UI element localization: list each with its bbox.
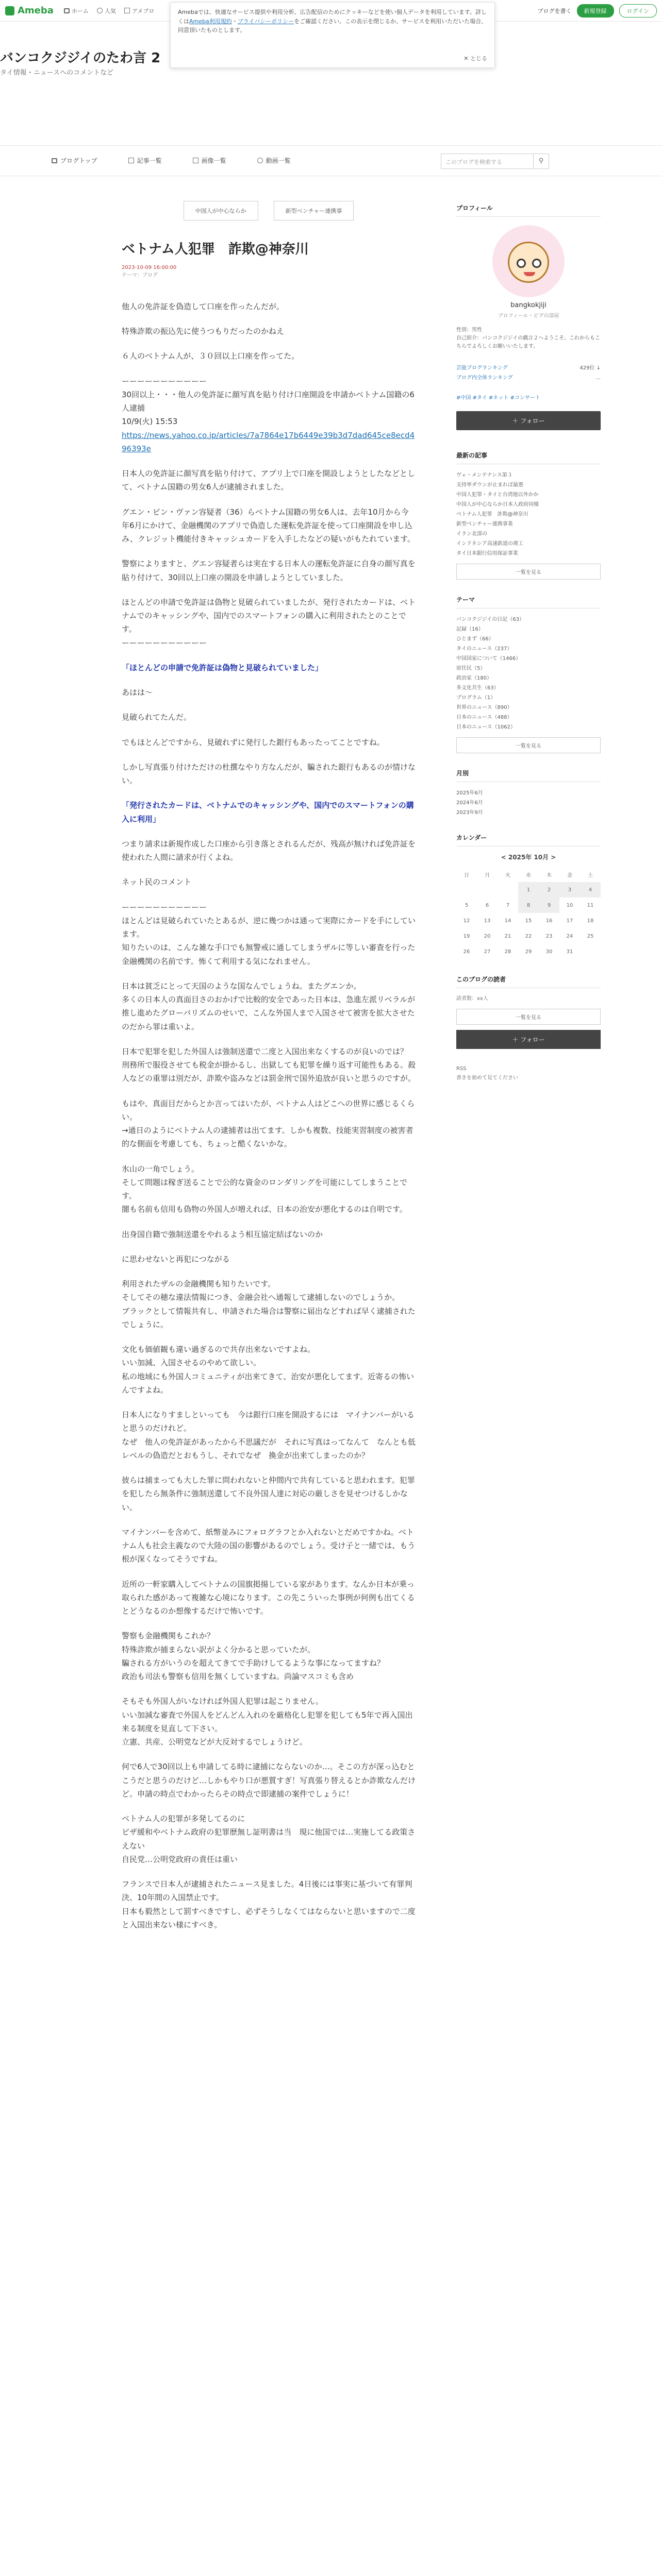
profile-text: 性別：男性 自己紹介：バンコクジジイの戯言２へようこそ。これからもこちらでよろしくお願いいたします。	[456, 327, 601, 349]
ranking-value: 429位 ↓	[580, 365, 601, 371]
nav-blog-top[interactable]: ブログトップ	[52, 156, 97, 165]
calendar-day[interactable]: 25	[587, 933, 594, 939]
calendar-day	[477, 882, 498, 897]
calendar-day[interactable]: 30	[545, 948, 553, 955]
month-section	[456, 769, 601, 818]
blog-search-input[interactable]: このブログを検索する	[441, 154, 534, 169]
calendar-day[interactable]: 11	[587, 902, 594, 908]
ranking-label: ブログ内全体ランキング	[456, 375, 513, 381]
calendar-weekday: 水	[526, 872, 531, 878]
recent-heading: 最新の記事	[456, 451, 601, 464]
calendar-title[interactable]: < 2025年 10月 >	[501, 854, 556, 861]
entry-paragraph: 警察も金融機関もこれか？ 特殊詐欺が捕まらない訳がよく分かると思っていたが。 騙される方がいうのを超えてきてで手助けしてるような事になってますね？ 政治も司法も警察も信用を無くしていますね。尚論マスコミも含め	[122, 1631, 385, 1682]
calendar-day	[498, 882, 518, 897]
theme-section	[456, 595, 601, 753]
entry-paragraph: 近所の一軒家購入してベトナムの国旗掲揚している家があります。なんか日本が乗っ取られた感があって複雑な心境になります。この先こういった事例が何例も出てくるとどうなるのか想像するだけで怖いです。	[122, 1579, 415, 1616]
nav-image-list[interactable]: 画像一覧	[193, 156, 226, 165]
entry-paragraph: ーーーーーーーーーーー 30回以上・・・他人の免許証に顔写真を貼り付け口座開設を申請かベトナム国籍の6人逮捕 10/9(火) 15:53	[122, 376, 415, 427]
month-item[interactable]: 2024年6月	[456, 800, 483, 806]
calendar-day[interactable]: 12	[463, 918, 470, 924]
calendar-day[interactable]: 14	[504, 918, 511, 924]
entry-paragraph: ６人のベトナム人が、３０回以上口座を作ってた。	[122, 351, 300, 361]
entry-paragraph: あはは〜	[122, 688, 153, 698]
recent-entry-item[interactable]: ヴェ・メンテナンス第３	[456, 472, 512, 478]
entry-paragraph: もはや、真面目だからとか言ってはいたが、ベトナム人はどこへの世界に感じるくらい。 →通日のようにベトナム人の逮捕者は出てます。しかも複数、技能実習制度の被害者的な側面を考慮しても、ちょっと酷くないかな。	[122, 1098, 415, 1149]
calendar-day[interactable]: 13	[484, 918, 491, 924]
nav-entry-list[interactable]: 記事一覧	[128, 156, 162, 165]
calendar-day[interactable]: 5	[465, 902, 469, 908]
nav-video-list[interactable]: 動画一覧	[257, 156, 291, 165]
reader-more-button[interactable]: 一覧を見る	[456, 1009, 601, 1025]
profile-avatar[interactable]	[492, 225, 565, 297]
calendar-weekday: 土	[588, 872, 593, 878]
trend-icon	[97, 8, 103, 13]
video-icon	[257, 158, 263, 163]
theme-item[interactable]: 原住民（5）	[456, 666, 486, 671]
month-item[interactable]: 2023年9月	[456, 810, 483, 816]
top-nav-ameblo[interactable]: アメブロ	[124, 7, 154, 15]
entry-theme[interactable]: テーマ：ブログ	[122, 272, 158, 278]
entry-paragraph: に思わせないと再犯につながる	[122, 1254, 230, 1264]
theme-more-button[interactable]: 一覧を見る	[456, 737, 601, 753]
image-icon	[193, 158, 198, 163]
theme-heading: テーマ	[456, 595, 601, 608]
recent-entry-item[interactable]: 支持率ダウンが止まれば最悪	[456, 482, 523, 488]
calendar-table	[456, 867, 601, 959]
month-item[interactable]: 2025年6月	[456, 790, 483, 796]
calendar-section	[456, 833, 601, 959]
entry-paragraph: 他人の免許証を偽造して口座を作ったんだが。	[122, 301, 285, 311]
prev-entry-link[interactable]: 中国人が中心ならか	[184, 201, 258, 221]
entry-meta	[122, 264, 416, 279]
cookie-notice	[170, 2, 495, 68]
profile-name[interactable]: bangkokjiji	[510, 301, 547, 309]
theme-item[interactable]: 日本のニュース（1062）	[456, 724, 516, 730]
next-entry-link[interactable]: 新型ベンチャー連携事	[274, 201, 354, 221]
follow-button[interactable]: ＋ フォロー	[456, 411, 601, 430]
theme-item[interactable]: 世界のニュース（890）	[456, 705, 512, 710]
top-right	[538, 4, 657, 18]
entry-paragraph: 日本で犯罪を犯した外国人は強制送還で二度と入国出来なくするのが良いのでは？ 刑務所で服役させても税金が掛かるし、出獄しても犯罪を繰り返す可能性もある。殺人などの重罪は別だが、詐欺や盗みなどは罰金刑で国外追放が良いと思うのですが。	[122, 1046, 416, 1083]
recent-entry-item[interactable]: 中国人が中心ならか日本人政府同様	[456, 502, 539, 507]
calendar-day[interactable]: 16	[545, 918, 553, 924]
recent-entry-item[interactable]: イラン北部の	[456, 531, 487, 537]
list-icon	[128, 158, 134, 163]
calendar-weekday: 日	[464, 872, 469, 878]
theme-item[interactable]: ひとまず（66）	[456, 636, 494, 642]
follow-button-2[interactable]: ＋ フォロー	[456, 1030, 601, 1049]
recent-entry-item[interactable]: ベトナム人犯罪 詐欺@神奈川	[456, 512, 528, 517]
calendar-day[interactable]: 29	[525, 948, 532, 955]
entry-paragraph: 出身国自籍で強制送還をやれるよう相互協定結ばないのか	[122, 1229, 323, 1239]
theme-item[interactable]: タイのニュース（237）	[456, 646, 512, 652]
entry-paragraph: しかし写真張り付けただけの杜撰なやり方なんだが、騙された銀行もあるのが情けない。	[122, 762, 416, 786]
recent-entry-item[interactable]: インドネシア高速鉄道の竣工	[456, 541, 523, 547]
entry-paragraph: グエン・ビン・ヴァン容疑者（36）らベトナム国籍の男女6人は、去年10月から今年6月にかけて、金融機関のアプリで偽造した運転免許証を使って口座開設を申し込み、クレジット機能付きキャッシュカードを入手したなどの疑いがもたれています。	[122, 507, 416, 544]
entry-paragraph: 「発行されたカードは、ベトナムでのキャッシングや、国内でのスマートフォンの購入に利用」	[122, 801, 414, 824]
entry-body	[122, 300, 416, 1931]
calendar-day[interactable]: 24	[566, 933, 573, 939]
theme-item[interactable]: 中国国家について（1466）	[456, 656, 521, 662]
home-icon	[64, 8, 70, 13]
profile-heading: プロフィール	[456, 204, 601, 217]
ranking-value: ...	[595, 375, 601, 381]
sidebar	[456, 204, 601, 1083]
profile-links[interactable]: プロフィール・ピグの部屋	[498, 313, 559, 319]
calendar-weekday: 木	[547, 872, 552, 878]
calendar-day	[456, 882, 477, 897]
recent-entry-item[interactable]: 中国人犯罪・タイと台湾他以外かか	[456, 492, 539, 498]
calendar-day[interactable]: 18	[587, 918, 594, 924]
entry-paragraph: 日本人になりすましといっても 今は銀行口座を開設するには マイナンバーがいると思うのだけれど。 なぜ 他人の免許証があったから不思議だが それに写真はってなんて なんとも低レベルの偽造だとおもうし、それでなぜ 換金が出来てしまったのか？	[122, 1410, 416, 1460]
entry-paragraph: ネット民のコメント	[122, 877, 192, 887]
top-nav	[64, 7, 154, 15]
theme-item[interactable]: 政治家（180）	[456, 675, 492, 681]
search-icon: ⚲	[538, 157, 544, 165]
write-blog-link[interactable]: ブログを書く	[537, 7, 572, 14]
entry-paragraph: でもほとんどですから、見破れずに発行した銀行もあったってことですね。	[122, 737, 385, 747]
theme-item[interactable]: バンコクジジイの日記（63）	[456, 617, 524, 622]
bottom-note[interactable]: 書きを始めて見てください	[456, 1075, 518, 1081]
entry-paragraph: 何で6人で30回以上も申請してる時に逮捕にならないのか…。そこの方が深っ込むとこうだと思うのだけど…しかもやり口が悪質すぎ！写真張り替えるとか詐欺なんだけど。申請の時点でわかったらその時点で即逮捕の案件でしょうに！	[122, 1762, 416, 1799]
login-button[interactable]: ログイン	[619, 4, 657, 18]
calendar-day[interactable]: 6	[485, 902, 489, 908]
theme-item[interactable]: プログラム（1）	[456, 695, 496, 701]
rss-link[interactable]: RSS	[456, 1066, 467, 1072]
calendar-weekday: 月	[485, 872, 490, 878]
entry-paragraph: 特殊詐欺の振込先に使うつもりだったのかねえ	[122, 327, 285, 336]
entry-paragraph: 彼らは捕まっても大した罪に問われないと仲間内で共有していると思われます。犯罪を犯したら無条件に強制送還して不良外国人達に対応の厳しさを見せつけるしかない。	[122, 1476, 415, 1512]
notice-text-2: をご確認ください。この表示を閉じるか、サービスを利用いただいた場合、同意頂いたものとします。	[178, 18, 487, 34]
entry-pager	[122, 201, 416, 221]
recent-entry-item[interactable]: 新型ベンチャー連携事業	[456, 521, 513, 527]
logo-text: Ameba	[18, 5, 54, 16]
register-button[interactable]: 新規登録	[577, 4, 614, 18]
theme-item[interactable]: 記録（16）	[456, 626, 484, 632]
entry-paragraph: 日本は貧乏にとって天国のような国なんでしょうね。またグエンか。 多くの日本人の真面目さのおかげで比較的安全であった日本は、急進左派リベラルが推し進めたグローバリズムのせいで、こんな外国人まで入国させて被害を拡大させたのだから罪は重いよ。	[122, 981, 416, 1031]
calendar-weekday: 火	[505, 872, 510, 878]
recent-entries	[456, 451, 601, 580]
entry-paragraph: つまり請求は新規作成した口座から引き落とされるんだが、残高が無ければ免許証を使われた人間に請求が行くよね。	[122, 839, 416, 862]
ranking-list	[456, 363, 601, 383]
calendar-day[interactable]: 9	[539, 897, 559, 913]
calendar-day[interactable]: 28	[504, 948, 511, 955]
entry-paragraph: そもそも外国人がいなければ外国人犯罪は起こりません。 いい加減な審査で外国人をどんどん入れのを厳格化し犯罪を犯しても5年で再入国出来る制度を見直して下さい。 立憲、共産、公明党などが大反対するでしょうけど。	[122, 1697, 413, 1747]
entry-paragraph: ほとんどの申請で免許証は偽物と見破られていましたが、発行されたカードは、ベトナムでのキャッシングや、国内でのスマートフォンの購入に利用されたとのことです。 ーーーーーーーーーーー	[122, 597, 416, 648]
blog-title[interactable]: バンコクジジイのたわ言 2	[0, 50, 161, 66]
calendar-day[interactable]: 23	[545, 933, 553, 939]
theme-item[interactable]: 多文化共生（63）	[456, 685, 499, 691]
ameba-logo[interactable]	[5, 5, 54, 16]
entry-paragraph: 日本人の免許証に顔写真を貼り付けて、アプリ上で口座を開設しようとしたなどとして、ベトナム国籍の男女6人が逮捕されました。	[122, 469, 416, 492]
avatar-eye	[532, 259, 541, 268]
entry-paragraph: ーーーーーーーーーーー ほとんどは見破られていたとあるが、逆に幾つかは通って実際にカードを手にしています。 知りたいのは、こんな雑な手口でも無警戒に通してしまうザルに等しい審査を行った金融機関の名前です。怖くて利用する気になれません。	[122, 902, 416, 966]
entry-paragraph: 氷山の一角でしょう。 そして問題は稼ぎ送ることで公的な資金のロンダリングを可能にしてしまうことです。 闇も名前も信用も偽物の外国人が増えれば、日本の治安が悪化するのは自明です。	[122, 1164, 408, 1214]
entry-paragraph: マイナンバーを含めて、紙幣並みにフォログラフとか入れないとだめですかね。ベトナム人も社会主義なので大陸の国の影響があるのでしょう。受け子と一緒では、もう根が深くなってそうですね。	[122, 1527, 416, 1564]
calendar-day[interactable]: 2	[539, 882, 559, 897]
ranking-label: 芸能ブログランキング	[456, 365, 508, 371]
blog-description: タイ情報・ニュースへのコメントなど	[0, 69, 114, 77]
main-content	[122, 201, 416, 1943]
search-button[interactable]	[534, 154, 549, 169]
calendar-day[interactable]: 19	[463, 933, 470, 939]
theme-item[interactable]: 日本のニュース（488）	[456, 715, 512, 720]
recent-more-button[interactable]: 一覧を見る	[456, 564, 601, 580]
avatar-mouth	[524, 272, 535, 276]
link-paragraph	[122, 429, 416, 456]
calendar-day[interactable]: 27	[484, 948, 491, 955]
privacy-link[interactable]: プライバシーポリシー	[237, 18, 294, 25]
calendar-weekday: 金	[567, 872, 572, 878]
blog-icon	[124, 8, 130, 13]
entry-paragraph: 利用されたザルの金融機関も知りたいです。 そしてその穂な違法情報につき、金融会社へ通報して逮捕しないのでしょうか。 ブラックとして情報共有し、申請された場合は警察に届出などすれば早く逮捕されたでしょうに。	[122, 1279, 416, 1329]
calendar-day[interactable]: 10	[566, 902, 573, 908]
reader-heading: このブログの読者	[456, 975, 601, 988]
notice-separator: ・	[231, 18, 238, 25]
entry-date: 2023-10-09 16:00:00	[122, 264, 177, 270]
reader-text: 読者数：xx人	[456, 996, 488, 1002]
calendar-day[interactable]: 31	[566, 948, 573, 955]
calendar-day[interactable]: 22	[525, 933, 532, 939]
notice-close-button[interactable]: ✕ とじる	[464, 55, 487, 62]
month-heading: 月別	[456, 769, 601, 782]
calendar-day[interactable]: 20	[484, 933, 491, 939]
calendar-heading: カレンダー	[456, 833, 601, 846]
news-link[interactable]: https://news.yahoo.co.jp/articles/7a7864e17b6449e39b3d7dad645ce8ecd496393e	[122, 430, 415, 453]
calendar-day[interactable]: 1	[518, 882, 539, 897]
calendar-day[interactable]: 17	[566, 918, 573, 924]
calendar-day[interactable]: 3	[559, 882, 580, 897]
calendar-day[interactable]: 7	[506, 902, 510, 908]
avatar-face-icon	[508, 242, 549, 283]
entry-paragraph: フランスで日本人が逮捕されたニュース見ました。4日後には事実に基づいて有罪判決、10年間の入国禁止です。 日本も毅然として罰すべきですし、必ずそうしなくてはならないと思いますので二度と入国出来ない様にすべき。	[122, 1879, 416, 1929]
blog-nav	[0, 145, 662, 176]
terms-link[interactable]: Ameba利用規約	[189, 18, 232, 25]
ranking-row[interactable]	[456, 373, 601, 383]
notice-text: Amebaでは、快適なサービス提供や利用分析、広告配信のためにクッキーなどを使い個人データを利用しています。詳しくは	[178, 9, 487, 25]
ranking-row[interactable]	[456, 363, 601, 373]
entry-paragraph: 文化も価値観も違い過ぎるので共存出来ないですよね。 いい加減、入国させるのやめて欲しい。 私の地域にも外国人コミュニティが出来てきて、治安が悪化してます。近寄るの怖いんですよね。	[122, 1345, 415, 1395]
calendar-day[interactable]: 8	[518, 897, 539, 913]
entry-paragraph: 見破られてたんだ。	[122, 713, 192, 722]
entry-paragraph: 警察によりますと、グエン容疑者らは実在する日本人の運転免許証に自身の顔写真を貼り付けて、30回以上口座の開設を申請しようとしていました。	[122, 559, 416, 582]
avatar-eye	[517, 259, 526, 268]
calendar-day[interactable]: 26	[463, 948, 470, 955]
entry-title[interactable]: ベトナム人犯罪 詐欺@神奈川	[122, 242, 309, 257]
calendar-day[interactable]: 15	[525, 918, 532, 924]
tag-list[interactable]: #中国 #タイ #ネット #コンサート	[456, 395, 540, 401]
ameba-logo-icon	[5, 6, 14, 15]
entry-paragraph: ベトナム人の犯罪が多発してるのに ビザ緩和やベトナム政府の犯罪歴無し証明書は当 現に他国では…実施してる政策さえない 自民党…公明党政府の責任は重い	[122, 1814, 416, 1864]
reader-section	[456, 975, 601, 1049]
calendar-day[interactable]: 21	[504, 933, 511, 939]
top-nav-popular[interactable]: 人気	[97, 7, 116, 15]
calendar-day[interactable]: 4	[580, 882, 601, 897]
recent-entry-item[interactable]: タイ日本銀行信用保証事業	[456, 551, 518, 556]
entry-paragraph: 「ほとんどの申請で免許証は偽物と見破られていました」	[122, 663, 323, 672]
home-icon	[52, 158, 57, 163]
top-nav-home[interactable]: ホーム	[64, 7, 89, 15]
calendar-day	[580, 944, 601, 959]
